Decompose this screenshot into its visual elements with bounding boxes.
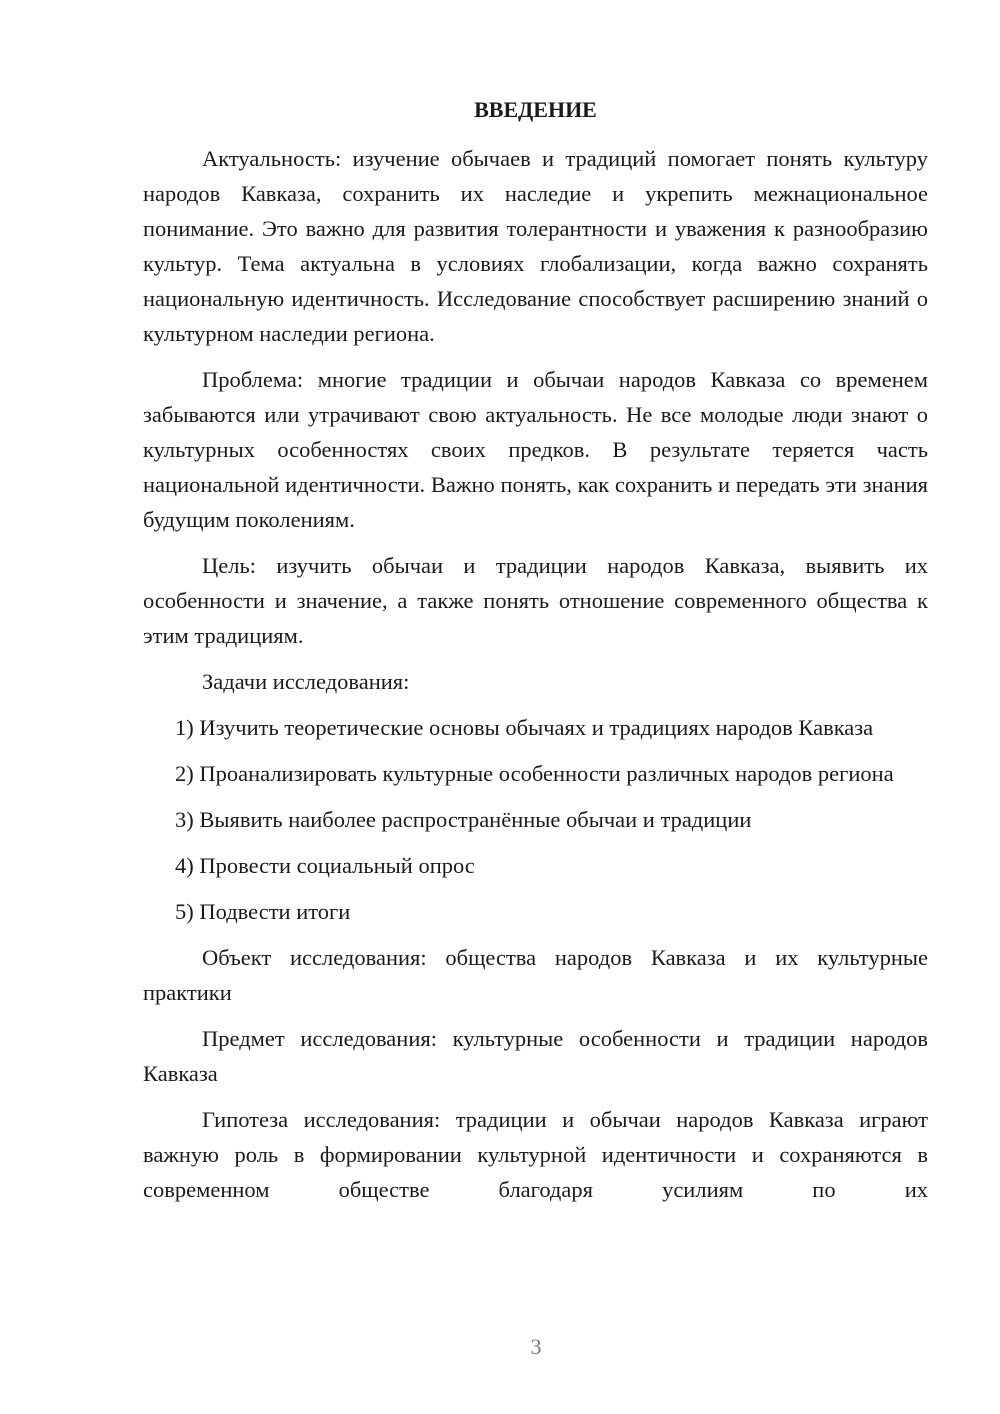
- tasks-list: [143, 710, 928, 929]
- section-title: ВВЕДЕНИЕ: [474, 97, 597, 122]
- tasks-heading: Задачи исследования:: [202, 669, 410, 694]
- page-number: 3: [530, 1334, 542, 1359]
- subject-paragraph: Предмет исследования: культурные особенности и традиции народов Кавказа: [143, 1026, 928, 1086]
- goal-paragraph: Цель: изучить обычаи и традиции народов Кавказа, выявить их особенности и значение, а также понять отношение современного общества к этим традициям.: [143, 553, 928, 648]
- list-item: 5) Подвести итоги: [175, 899, 351, 924]
- page-content: [143, 92, 928, 1207]
- list-item: 1) Изучить теоретические основы обычаях и традициях народов Кавказа: [175, 715, 874, 740]
- problem-paragraph: Проблема: многие традиции и обычаи народов Кавказа со временем забываются или утрачивают свою актуальность. Не все молодые люди знают о культурных особенностях своих предков. В результате теряется часть национальной идентичности. Важно понять, как сохранить и передать эти знания будущим поколениям.: [143, 367, 928, 532]
- relevance-paragraph: Актуальность: изучение обычаев и традиций помогает понять культуру народов Кавказа, сохранить их наследие и укрепить межнациональное понимание. Это важно для развития толерантности и уважения к разнообразию культур. Тема актуальна в условиях глобализации, когда важно сохранять национальную идентичность. Исследование способствует расширению знаний о культурном наследии региона.: [143, 146, 928, 346]
- object-paragraph: Объект исследования: общества народов Кавказа и их культурные практики: [143, 945, 928, 1005]
- list-item: 3) Выявить наиболее распространённые обычаи и традиции: [175, 807, 752, 832]
- hypothesis-paragraph: Гипотеза исследования: традиции и обычаи народов Кавказа играют важную роль в формировании культурной идентичности и сохраняются в современном обществе благодаря усилиям по их: [143, 1107, 928, 1202]
- list-item: 4) Провести социальный опрос: [175, 853, 475, 878]
- list-item: 2) Проанализировать культурные особенности различных народов региона: [175, 761, 894, 786]
